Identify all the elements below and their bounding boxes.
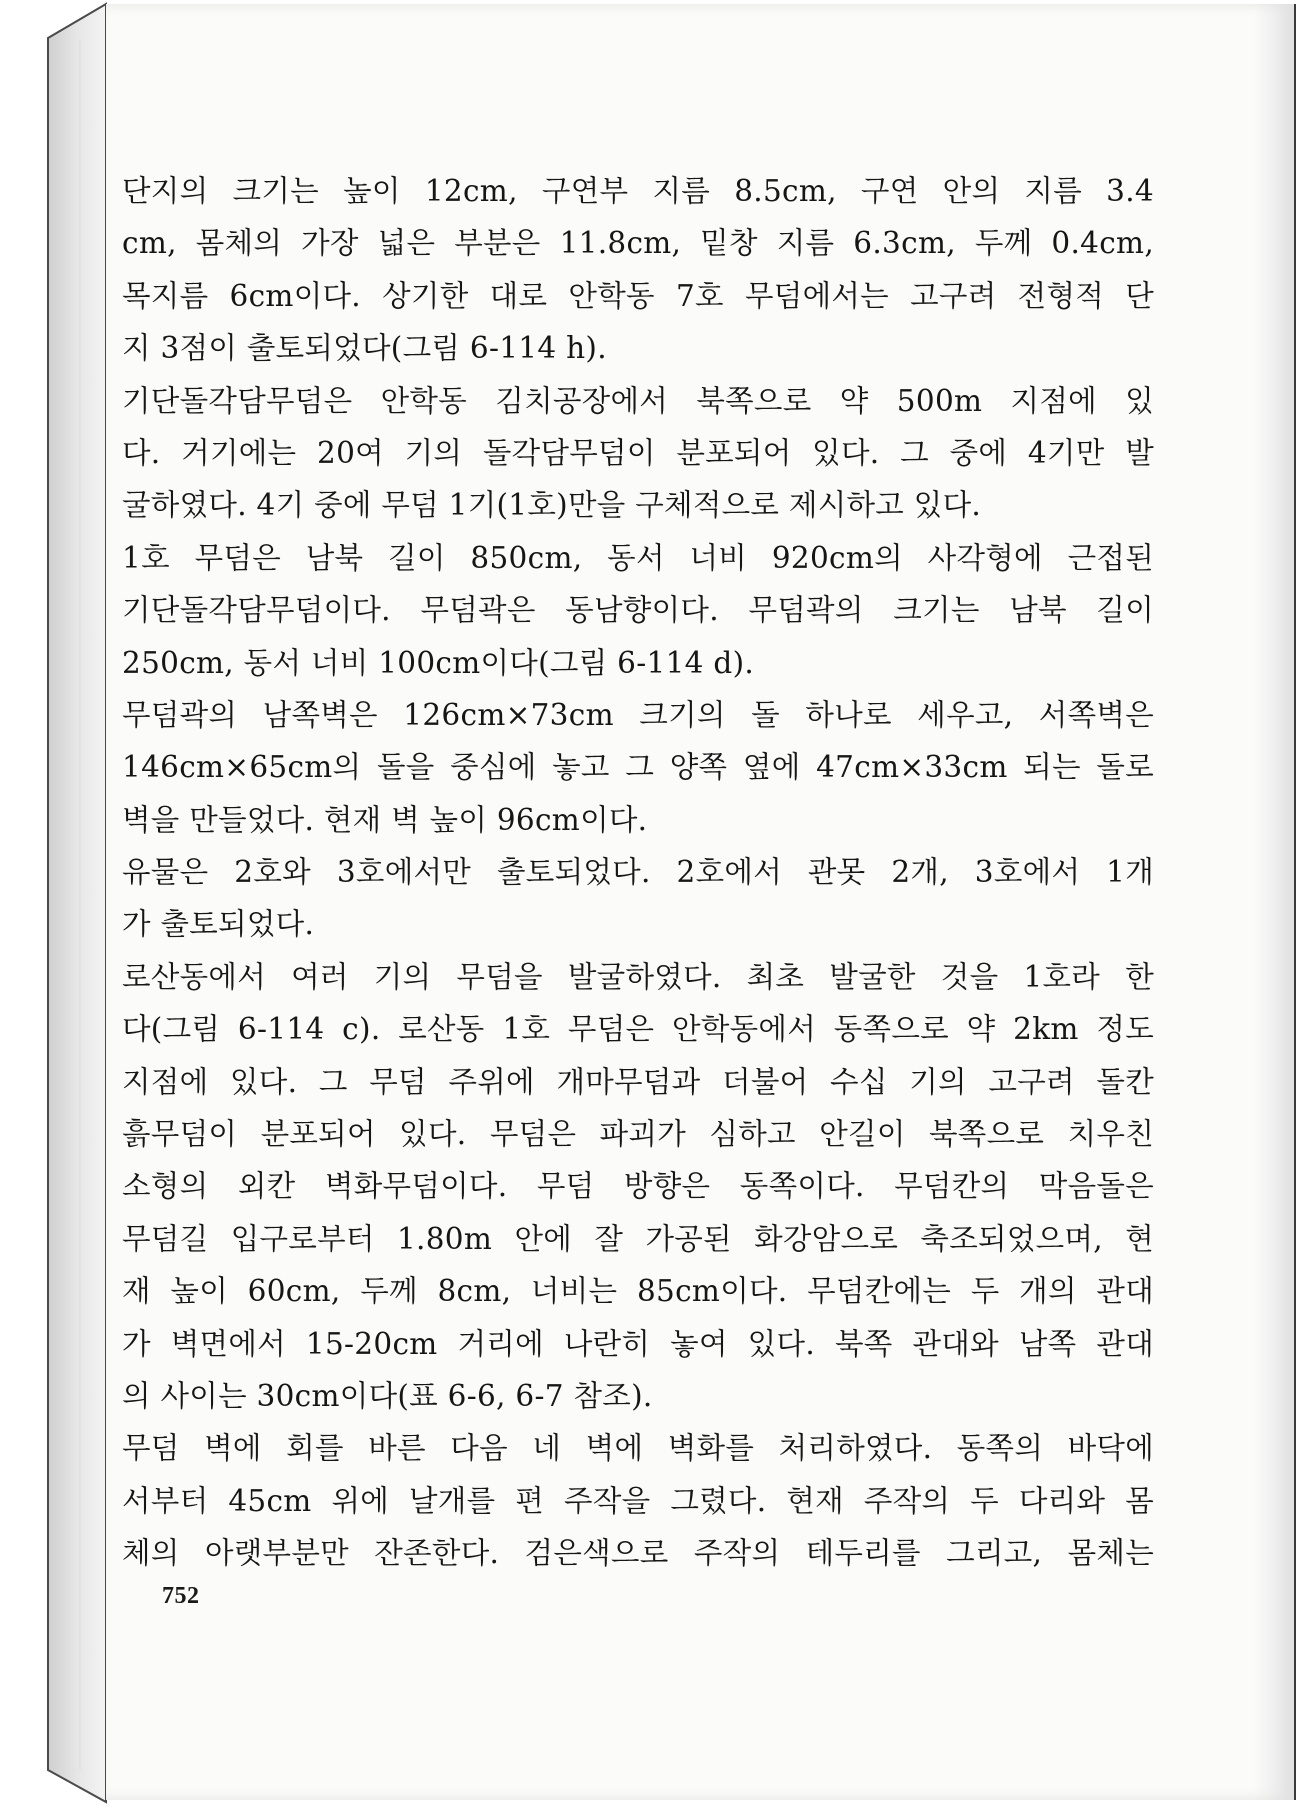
text-line: cm, 몸체의 가장 넓은 부분은 11.8cm, 밑창 지름 6.3cm, 두께 0.4cm, [122,226,1154,261]
text-line: 지 3점이 출토되었다(그림 6-114 h). [122,331,607,366]
text-line: 벽을 만들었다. 현재 벽 높이 96cm이다. [122,802,648,837]
text-line: 1호 무덤은 남북 길이 850cm, 동서 너비 920cm의 사각형에 근접된 [122,540,1154,575]
page-number: 752 [162,1583,200,1609]
text-line: 소형의 외칸 벽화무덤이다. 무덤 방향은 동쪽이다. 무덤칸의 막음돌은 [122,1169,1154,1204]
text-line: 흙무덤이 분포되어 있다. 무덤은 파괴가 심하고 안길이 북쪽으로 치우친 [122,1117,1154,1152]
text-line: 무덤곽의 남쪽벽은 126cm×73cm 크기의 돌 하나로 세우고, 서쪽벽은 [122,697,1154,732]
text-line: 기단돌각담무덤이다. 무덤곽은 동남향이다. 무덤곽의 크기는 남북 길이 [122,593,1154,628]
text-line: 목지름 6cm이다. 상기한 대로 안학동 7호 무덤에서는 고구려 전형적 단 [122,278,1154,313]
text-line: 250cm, 동서 너비 100cm이다(그림 6-114 d). [122,645,755,680]
text-line: 서부터 45cm 위에 날개를 편 주작을 그렸다. 현재 주작의 두 다리와 몸 [122,1483,1154,1518]
text-line: 지점에 있다. 그 무덤 주위에 개마무덤과 더불어 수십 기의 고구려 돌칸 [122,1064,1154,1099]
text-line: 기단돌각담무덤은 안학동 김치공장에서 북쪽으로 약 500m 지점에 있 [122,383,1154,418]
text-line: 가 벽면에서 15-20cm 거리에 나란히 놓여 있다. 북쪽 관대와 남쪽 관대 [122,1326,1154,1361]
text-line: 재 높이 60cm, 두께 8cm, 너비는 85cm이다. 무덤칸에는 두 개의 관대 [122,1274,1154,1309]
text-line: 로산동에서 여러 기의 무덤을 발굴하였다. 최초 발굴한 것을 1호라 한 [122,959,1154,994]
text-line: 다. 거기에는 20여 기의 돌각담무덤이 분포되어 있다. 그 중에 4기만 발 [122,435,1154,470]
text-line: 유물은 2호와 3호에서만 출토되었다. 2호에서 관못 2개, 3호에서 1개 [122,855,1154,890]
body-text [122,165,1154,1580]
text-line: 의 사이는 30cm이다(표 6-6, 6-7 참조). [122,1378,653,1413]
text-line: 체의 아랫부분만 잔존한다. 검은색으로 주작의 테두리를 그리고, 몸체는 [122,1536,1154,1571]
text-line: 무덤길 입구로부터 1.80m 안에 잘 가공된 화강암으로 축조되었으며, 현 [122,1221,1154,1256]
page-edge-shadow [1254,4,1294,1800]
text-line: 다(그림 6-114 c). 로산동 1호 무덤은 안학동에서 동쪽으로 약 2km 정도 [122,1012,1154,1047]
text-line: 굴하였다. 4기 중에 무덤 1기(1호)만을 구체적으로 제시하고 있다. [122,488,982,523]
text-line: 146cm×65cm의 돌을 중심에 놓고 그 양쪽 옆에 47cm×33cm 되는 돌로 [122,750,1154,785]
text-line: 무덤 벽에 회를 바른 다음 네 벽에 벽화를 처리하였다. 동쪽의 바닥에 [122,1431,1154,1466]
text-line: 가 출토되었다. [122,907,315,942]
text-line: 단지의 크기는 높이 12cm, 구연부 지름 8.5cm, 구연 안의 지름 3.4 [122,174,1154,208]
